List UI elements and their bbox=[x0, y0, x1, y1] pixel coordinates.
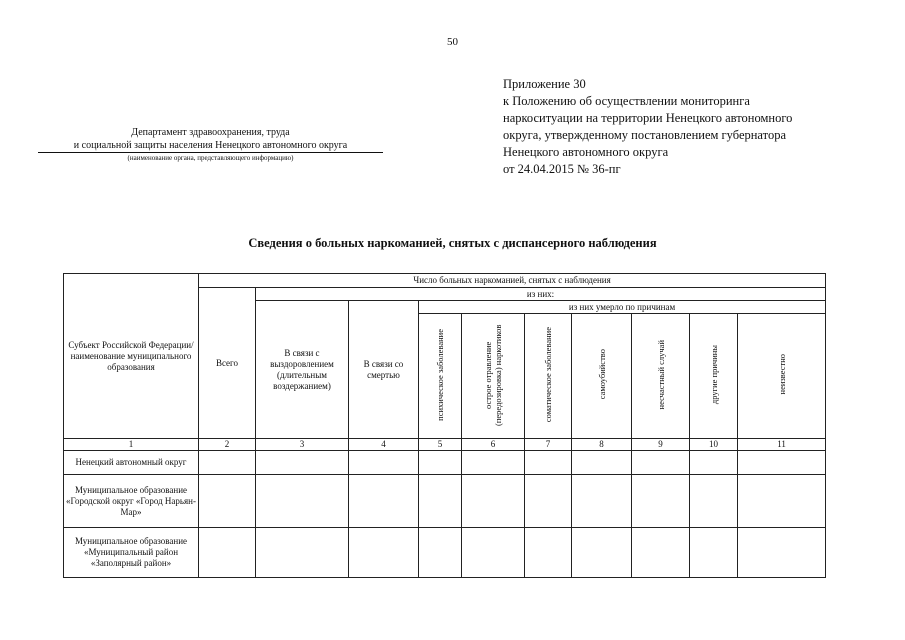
data-cell[interactable] bbox=[419, 451, 462, 475]
column-number: 6 bbox=[462, 439, 525, 451]
cause-header bbox=[632, 314, 690, 439]
data-cell[interactable] bbox=[525, 451, 572, 475]
data-cell[interactable] bbox=[462, 475, 525, 528]
department-hint: (наименование органа, представляющего информацию) bbox=[127, 154, 294, 162]
data-cell[interactable] bbox=[690, 475, 738, 528]
data-cell[interactable] bbox=[690, 528, 738, 578]
cause-header bbox=[419, 314, 462, 439]
data-cell[interactable] bbox=[256, 451, 349, 475]
department-name-line2: и социальной защиты населения Ненецкого автономного округа bbox=[38, 140, 383, 154]
total-header: Всего bbox=[199, 288, 256, 439]
column-number: 5 bbox=[419, 439, 462, 451]
department-name-line1: Департамент здравоохранения, труда bbox=[131, 127, 290, 138]
table-row bbox=[64, 475, 826, 528]
group-header: Число больных наркоманией, снятых с наблюдения bbox=[199, 274, 826, 288]
data-cell[interactable] bbox=[525, 528, 572, 578]
data-cell[interactable] bbox=[349, 528, 419, 578]
cause-label: психическое заболевание bbox=[435, 328, 445, 421]
cause-label: другие причины bbox=[708, 344, 719, 405]
table-row bbox=[64, 451, 826, 475]
data-cell[interactable] bbox=[572, 475, 632, 528]
cause-header bbox=[738, 314, 826, 439]
data-cell[interactable] bbox=[256, 475, 349, 528]
column-number: 11 bbox=[738, 439, 826, 451]
annex-line: наркоситуации на территории Ненецкого автономного bbox=[503, 111, 793, 125]
column-number: 1 bbox=[64, 439, 199, 451]
column-number: 2 bbox=[199, 439, 256, 451]
died-causes-header: из них умерло по причинам bbox=[419, 301, 826, 314]
column-number: 9 bbox=[632, 439, 690, 451]
data-cell[interactable] bbox=[738, 451, 826, 475]
column-number: 3 bbox=[256, 439, 349, 451]
row-label: Муниципальное образование «Муниципальный район «Заполярный район» bbox=[64, 528, 199, 578]
cause-label: соматическое заболевание bbox=[543, 326, 553, 423]
annex-header bbox=[503, 76, 792, 178]
cause-label: неизвестно bbox=[776, 354, 787, 395]
department-block bbox=[38, 127, 383, 163]
column-number: 4 bbox=[349, 439, 419, 451]
data-cell[interactable] bbox=[690, 451, 738, 475]
table-row bbox=[64, 528, 826, 578]
data-cell[interactable] bbox=[462, 451, 525, 475]
cause-label: острое отравление (передозировка) наркотиков bbox=[483, 323, 503, 426]
data-cell[interactable] bbox=[572, 528, 632, 578]
recovery-header: В связи с выздоровлением (длительным воздержанием) bbox=[256, 301, 349, 439]
data-cell[interactable] bbox=[199, 475, 256, 528]
of-them-header: из них: bbox=[256, 288, 826, 301]
cause-header bbox=[525, 314, 572, 439]
data-cell[interactable] bbox=[572, 451, 632, 475]
data-cell[interactable] bbox=[738, 528, 826, 578]
cause-label: самоубийство bbox=[596, 349, 607, 400]
annex-line: округа, утвержденному постановлением губернатора bbox=[503, 128, 786, 142]
annex-line: Приложение 30 bbox=[503, 77, 586, 91]
cause-header bbox=[690, 314, 738, 439]
data-cell[interactable] bbox=[199, 451, 256, 475]
document-title: Сведения о больных наркоманией, снятых с диспансерного наблюдения bbox=[248, 236, 657, 250]
report-table bbox=[63, 273, 826, 578]
page-number: 50 bbox=[447, 36, 458, 48]
annex-line: Ненецкого автономного округа bbox=[503, 145, 669, 159]
data-cell[interactable] bbox=[419, 475, 462, 528]
data-cell[interactable] bbox=[349, 475, 419, 528]
data-cell[interactable] bbox=[632, 475, 690, 528]
cause-header bbox=[462, 314, 525, 439]
data-cell[interactable] bbox=[738, 475, 826, 528]
annex-line: от 24.04.2015 № 36-пг bbox=[503, 162, 621, 176]
data-cell[interactable] bbox=[419, 528, 462, 578]
row-label: Муниципальное образование «Городской округ «Город Нарьян-Мар» bbox=[64, 475, 199, 528]
data-cell[interactable] bbox=[349, 451, 419, 475]
death-header: В связи со смертью bbox=[349, 301, 419, 439]
data-cell[interactable] bbox=[199, 528, 256, 578]
row-label: Ненецкий автономный округ bbox=[64, 451, 199, 475]
subject-header: Субъект Российской Федерации/ наименование муниципального образования bbox=[64, 274, 199, 439]
column-number: 8 bbox=[572, 439, 632, 451]
cause-label: несчастный случай bbox=[655, 339, 666, 410]
data-cell[interactable] bbox=[632, 451, 690, 475]
cause-header bbox=[572, 314, 632, 439]
data-cell[interactable] bbox=[525, 475, 572, 528]
annex-line: к Положению об осуществлении мониторинга bbox=[503, 94, 750, 108]
column-number: 7 bbox=[525, 439, 572, 451]
column-number: 10 bbox=[690, 439, 738, 451]
data-cell[interactable] bbox=[256, 528, 349, 578]
data-cell[interactable] bbox=[632, 528, 690, 578]
data-cell[interactable] bbox=[462, 528, 525, 578]
